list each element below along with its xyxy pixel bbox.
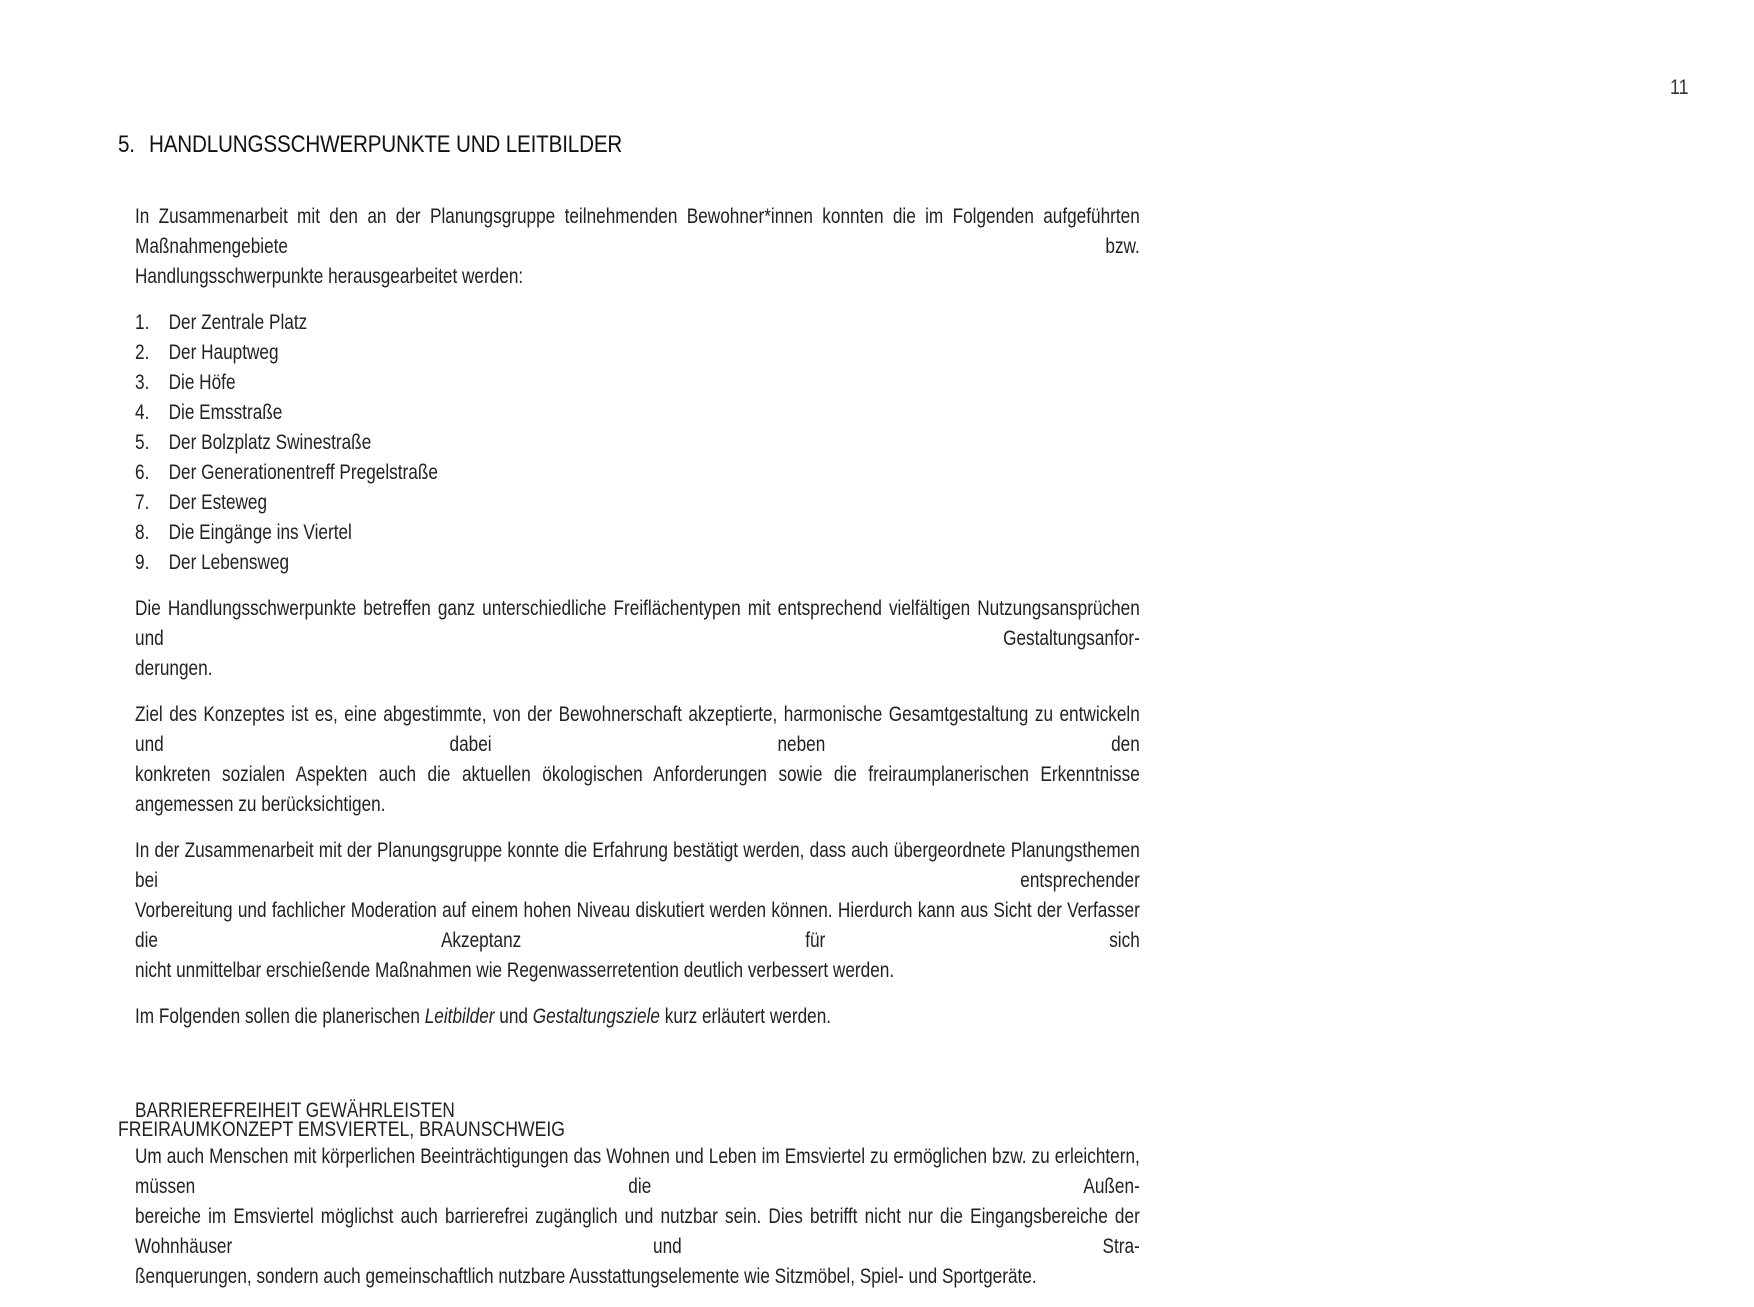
paragraph-konzeptziel [135, 699, 1140, 819]
list-item [135, 307, 1140, 337]
list-item-number: 9. [135, 550, 150, 574]
text-run: und [494, 1004, 533, 1028]
section-heading [118, 131, 622, 159]
section-number: 5. [118, 131, 135, 158]
list-item-text: Die Höfe [168, 370, 236, 394]
paragraph-planungsgruppe [135, 835, 1140, 985]
document-footer: FREIRAUMKONZEPT EMSVIERTEL, BRAUNSCHWEIG [118, 1117, 566, 1141]
text-line: Ziel des Konzeptes ist es, eine abgestimmte, von der Bewohnerschaft akzeptierte, harmonische Gesamtgestaltung zu entwickeln und dabei neben den [135, 702, 1140, 756]
list-item [135, 517, 1140, 547]
subsection-heading: BARRIEREFREIHEIT GEWÄHRLEISTEN [135, 1098, 455, 1122]
intro-paragraph [135, 201, 1140, 291]
text-line: ßenquerungen, sondern auch gemeinschaftlich nutzbare Ausstattungselemente wie Sitzmöbel, Spiel- und Sportgeräte. [135, 1264, 1037, 1288]
text-run: kurz erläutert werden. [659, 1004, 832, 1028]
list-item [135, 427, 1140, 457]
section-title: HANDLUNGSSCHWERPUNKTE UND LEITBILDER [148, 131, 623, 158]
list-item-text: Der Zentrale Platz [168, 310, 308, 334]
list-item-number: 8. [135, 520, 150, 544]
emphasis-leitbilder: Leitbilder [424, 1004, 495, 1028]
list-item [135, 367, 1140, 397]
text-line: Vorbereitung und fachlicher Moderation auf einem hohen Niveau diskutiert werden können. Hierdurch kann aus Sicht der Verfasser die Akzeptanz für sich [135, 898, 1140, 952]
text-line: nicht unmittelbar erschießende Maßnahmen wie Regenwasserretention deutlich verbessert werden. [135, 958, 895, 982]
list-item-number: 7. [135, 490, 150, 514]
paragraph-freiflaechentypen [135, 593, 1140, 683]
list-item-number: 3. [135, 370, 150, 394]
list-item [135, 337, 1140, 367]
paragraph-leitbilder [135, 1001, 1140, 1031]
list-item-number: 1. [135, 310, 150, 334]
list-item-text: Der Generationentreff Pregelstraße [168, 460, 438, 484]
list-item-number: 4. [135, 400, 150, 424]
text-line: Handlungsschwerpunkte herausgearbeitet werden: [135, 264, 524, 288]
list-item-number: 5. [135, 430, 150, 454]
paragraph-barrierefreiheit [135, 1141, 1140, 1291]
list-item [135, 487, 1140, 517]
list-item [135, 397, 1140, 427]
text-line: In Zusammenarbeit mit den an der Planungsgruppe teilnehmenden Bewohner*innen konnten die im Folgenden aufgeführten Maßnahmengebiete bzw. [135, 204, 1140, 258]
text-line: Die Handlungsschwerpunkte betreffen ganz unterschiedliche Freiflächentypen mit entsprechend vielfältigen Nutzungsansprüchen und Gestaltungsanfor- [135, 596, 1140, 650]
list-item-text: Der Esteweg [168, 490, 268, 514]
list-item-number: 6. [135, 460, 150, 484]
text-line: Um auch Menschen mit körperlichen Beeinträchtigungen das Wohnen und Leben im Emsviertel zu ermöglichen bzw. zu erleichtern, müssen die Außen- [135, 1144, 1140, 1198]
list-item [135, 457, 1140, 487]
list-item-text: Die Eingänge ins Viertel [168, 520, 352, 544]
list-item-text: Die Emsstraße [168, 400, 283, 424]
list-item-text: Der Lebensweg [168, 550, 290, 574]
list-item-text: Der Hauptweg [168, 340, 279, 364]
text-line: konkreten sozialen Aspekten auch die aktuellen ökologischen Anforderungen sowie die freiraumplanerischen Erkenntnisse angemessen zu berücksichtigen. [135, 762, 1140, 816]
action-area-list [135, 307, 1140, 577]
list-item [135, 547, 1140, 577]
emphasis-gestaltungsziele: Gestaltungsziele [532, 1004, 660, 1028]
text-line: derungen. [135, 656, 213, 680]
text-line: In der Zusammenarbeit mit der Planungsgruppe konnte die Erfahrung bestätigt werden, dass auch übergeordnete Planungsthemen bei entsprechender [135, 838, 1140, 892]
page-number: 11 [1670, 76, 1689, 99]
text-line: bereiche im Emsviertel möglichst auch barrierefrei zugänglich und nutzbar sein. Dies betrifft nicht nur die Eingangsbereiche der Wohnhäuser und Stra- [135, 1204, 1140, 1258]
text-run: Im Folgenden sollen die planerischen [135, 1004, 425, 1028]
list-item-text: Der Bolzplatz Swinestraße [168, 430, 372, 454]
list-item-number: 2. [135, 340, 150, 364]
